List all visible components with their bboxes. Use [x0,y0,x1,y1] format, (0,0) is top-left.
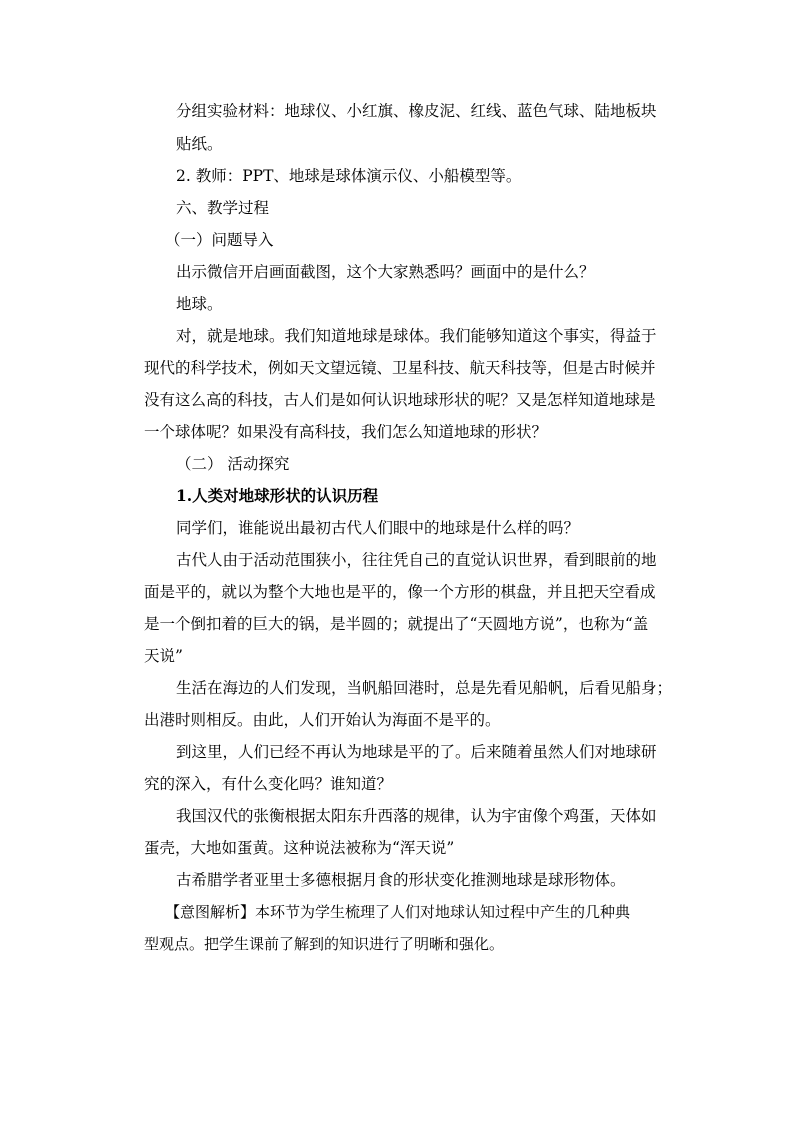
paragraph-line: 古希腊学者亚里士多德根据月食的形状变化推测地球是球形物体。 [176,871,626,889]
paragraph-line: 出港时则相反。由此，人们开始认为海面不是平的。 [144,711,501,729]
paragraph-line: 面是平的，就以为整个大地也是平的，像一个方形的棋盘，并且把天空看成 [144,583,656,601]
section-heading: 六、教学过程 [176,199,270,217]
paragraph-line: 古代人由于活动范围狭小，往往凭自己的直觉认识世界，看到眼前的地 [176,551,657,569]
topic-heading: 1.人类对地球形状的认识历程 [176,486,379,505]
paragraph-line: 同学们，谁能说出最初古代人们眼中的地球是什么样的吗？ [176,519,580,537]
paragraph-line: 现代的科学技术，例如天文望远镜、卫星科技、航天科技等，但是古时候并 [144,359,656,377]
intent-analysis-line: 型观点。把学生课前了解到的知识进行了明晰和强化。 [144,935,505,953]
paragraph-line: 贴纸。 [176,135,223,153]
paragraph-line: 蛋壳，大地如蛋黄。这种说法被称为“浑天说” [144,839,455,857]
subsection-heading: （一）问题导入 [165,231,274,249]
paragraph-line: 分组实验材料：地球仪、小红旗、橡皮泥、红线、蓝色气球、陆地板块 [176,102,657,120]
paragraph-line: 对，就是地球。我们知道地球是球体。我们能够知道这个事实，得益于 [176,327,657,345]
paragraph-line: 没有这么高的科技，古人们是如何认识地球形状的呢？又是怎样知道地球是 [144,391,656,409]
paragraph-line: 我国汉代的张衡根据太阳东升西落的规律，认为宇宙像个鸡蛋，天体如 [176,807,657,825]
intent-analysis-line: 【意图解析】本环节为学生梳理了人们对地球认知过程中产生的几种典 [165,903,631,921]
paragraph-line: 是一个倒扣着的巨大的锅，是半圆的；就提出了“天圆地方说”，也称为“盖 [144,615,649,633]
paragraph-line: 生活在海边的人们发现，当帆船回港时，总是先看见船帆，后看见船身； [176,679,673,697]
paragraph-line: 出示微信开启画面截图，这个大家熟悉吗？画面中的是什么？ [176,263,595,281]
paragraph-line: 究的深入，有什么变化吗？谁知道？ [144,775,393,793]
paragraph-line: 一个球体呢？如果没有高科技，我们怎么知道地球的形状？ [144,423,548,441]
paragraph-line: 地球。 [176,295,223,313]
paragraph-line: 天说” [144,647,183,665]
subsection-heading: （二） 活动探究 [176,455,290,473]
paragraph-line: 2. 教师：PPT、地球是球体演示仪、小船模型等。 [176,167,522,185]
paragraph-line: 到这里，人们已经不再认为地球是平的了。后来随着虽然人们对地球研 [176,743,657,761]
